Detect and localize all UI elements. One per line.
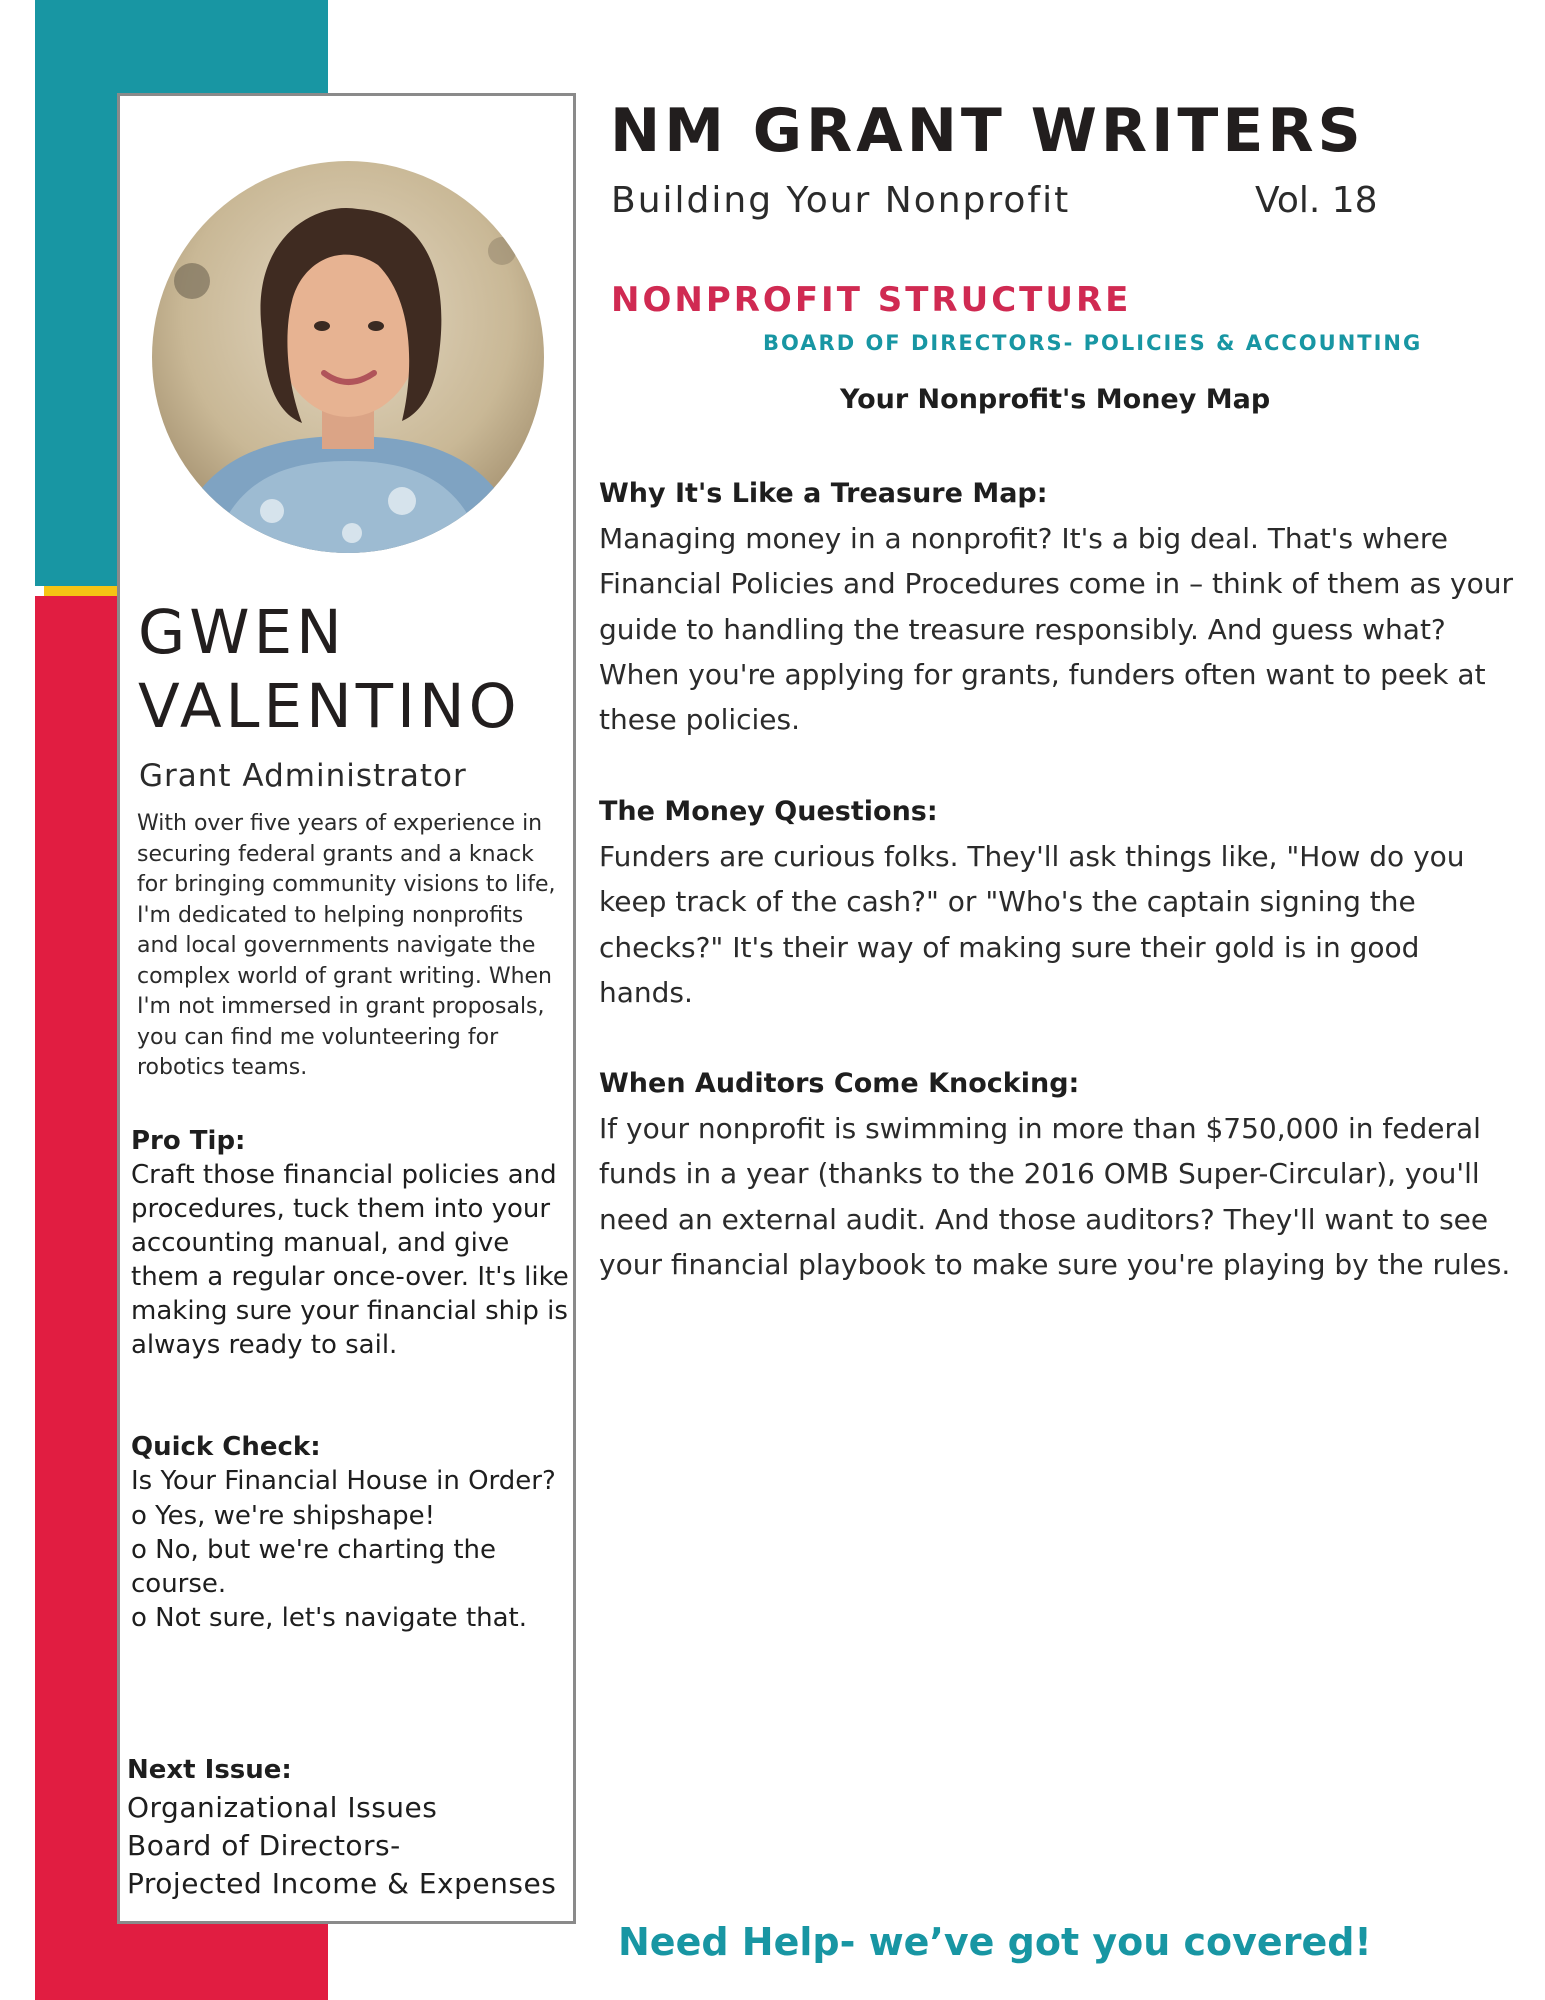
quick-check-option: o Not sure, let's navigate that. — [131, 1603, 528, 1634]
quick-check-option: o No, but we're charting the course. — [131, 1534, 497, 1600]
article-title: Your Nonprofit's Money Map — [840, 384, 1271, 415]
next-issue-item: Organizational Issues — [127, 1791, 438, 1824]
yellow-accent-strip — [44, 586, 124, 596]
name-first: GWEN — [138, 597, 346, 668]
article-block-body: Funders are curious folks. They'll ask things like, "How do you keep track of the cash?" or "Who's the captain signing the checks?" It's their way of making sure their gold is in good hands. — [599, 840, 1465, 1009]
article-block-heading: When Auditors Come Knocking: — [599, 1068, 1080, 1099]
article-block — [599, 1061, 1519, 1287]
article-block — [599, 471, 1519, 742]
newsletter-title: NM GRANT WRITERS — [610, 96, 1365, 166]
pro-tip — [131, 1124, 571, 1362]
article-block-heading: The Money Questions: — [599, 796, 938, 827]
pro-tip-heading: Pro Tip: — [131, 1126, 246, 1156]
help-call-to-action: Need Help- we’ve got you covered! — [618, 1920, 1372, 1964]
next-issue-heading: Next Issue: — [127, 1755, 292, 1785]
article-block — [599, 789, 1519, 1015]
profile-role: Grant Administrator — [139, 758, 467, 794]
section-title: NONPROFIT STRUCTURE — [611, 280, 1132, 320]
quick-check — [131, 1430, 571, 1636]
article-block-heading: Why It's Like a Treasure Map: — [599, 478, 1048, 509]
article-block-body: If your nonprofit is swimming in more than $750,000 in federal funds in a year (thanks to the 2016 OMB Super-Circular), you'll need an external audit. And those auditors? They'll want to see your financial playbook to make sure you're playing by the rules. — [599, 1112, 1511, 1281]
quick-check-option: o Yes, we're shipshape! — [131, 1500, 436, 1531]
profile-photo — [152, 161, 544, 553]
pro-tip-body: Craft those financial policies and procedures, tuck them into your accounting manual, and give them a regular once-over. It's like making sure your financial ship is always ready to sail. — [131, 1160, 569, 1360]
newsletter-subtitle: Building Your Nonprofit — [611, 180, 1071, 221]
section-subtitle: BOARD OF DIRECTORS- POLICIES & ACCOUNTING — [763, 331, 1423, 355]
next-issue-item: Projected Income & Expenses — [127, 1867, 557, 1900]
profile-bio: With over five years of experience in securing federal grants and a knack for bringing community visions to life, I'm dedicated to helping nonprofits and local governments navigate the complex world of grant writing. When I'm not immersed in grant proposals, you can find me volunteering for robotics teams. — [137, 811, 556, 1080]
quick-check-question: Is Your Financial House in Order? — [131, 1466, 556, 1497]
article-block-body: Managing money in a nonprofit? It's a big deal. That's where Financial Policies and Procedures come in – think of them as your guide to handling the treasure responsibly. And guess what? When you're applying for grants, funders often want to peek at these policies. — [599, 522, 1513, 737]
quick-check-heading: Quick Check: — [131, 1432, 321, 1462]
next-issue-item: Board of Directors- — [127, 1829, 401, 1862]
next-issue — [127, 1751, 572, 1903]
profile-name — [138, 596, 521, 744]
name-last: VALENTINO — [138, 671, 521, 742]
volume-number: Vol. 18 — [1255, 180, 1378, 221]
